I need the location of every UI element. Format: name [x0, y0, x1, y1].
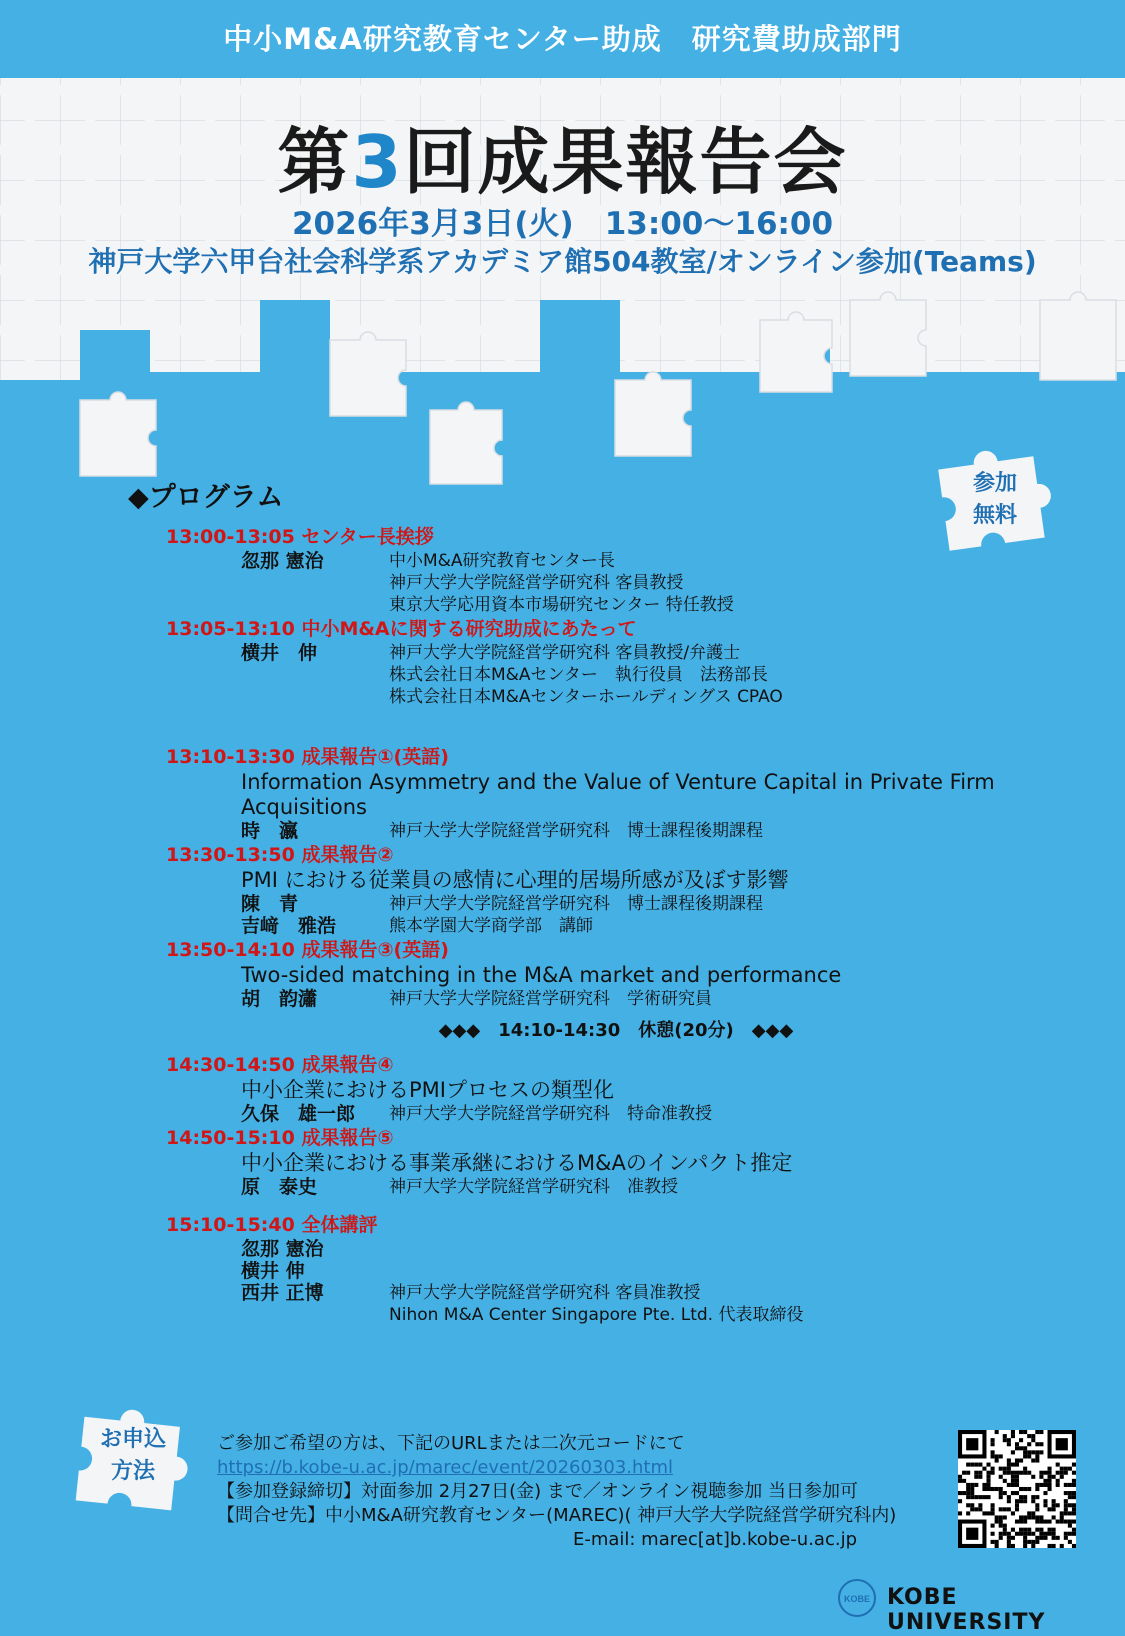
speaker-affiliation [389, 1238, 1066, 1260]
title-number: 3 [351, 120, 404, 204]
puzzle-piece [430, 402, 502, 484]
speaker-affiliation: 東京大学応用資本市場研究センター 特任教授 [389, 595, 734, 615]
speaker-name: 横井 伸 [241, 1260, 305, 1282]
puzzle-piece [330, 332, 406, 416]
apply-badge [88, 1424, 178, 1488]
program-slot-time: 13:50-14:10 成果報告③(英語) [166, 939, 449, 961]
presentation-title: Two-sided matching in the M&A market and performance [241, 963, 842, 987]
speaker-row [166, 988, 1066, 1010]
speaker-name: 胡 韵瀟 [241, 988, 318, 1010]
application-instruction: ご参加ご希望の方は、下記のURLまたは二次元コードにて [217, 1433, 685, 1454]
event-datetime: 2026年3月3日(火) 13:00～16:00 [291, 206, 834, 242]
apply-badge-line2: 方法 [110, 1459, 155, 1484]
speaker-row [166, 594, 1066, 616]
speaker-row [166, 1260, 1066, 1282]
speaker-row [166, 1304, 1066, 1326]
speaker-row [166, 893, 1066, 915]
program-list [166, 524, 1066, 1326]
speaker-affiliation: 神戸大学大学院経営学研究科 博士課程後期課程 [389, 821, 763, 841]
page-title [0, 104, 1125, 208]
application-info [217, 1432, 917, 1552]
apply-badge-line1: お申込 [99, 1427, 166, 1452]
title-suffix: 回成果報告会 [403, 120, 848, 204]
speaker-name: 忽那 憲治 [241, 1238, 324, 1260]
program-slot-time: 13:30-13:50 成果報告② [166, 844, 394, 866]
registration-link[interactable]: https://b.kobe-u.ac.jp/marec/event/20260303.html [217, 1457, 674, 1478]
speaker-affiliation: 神戸大学大学院経営学研究科 博士課程後期課程 [389, 894, 763, 914]
speaker-row [166, 1282, 1066, 1304]
university-name: KOBE UNIVERSITY [887, 1585, 1046, 1635]
qr-code[interactable] [958, 1430, 1076, 1548]
speaker-name: 陳 青 [241, 893, 299, 915]
speaker-affiliation: 株式会社日本M&Aセンター 執行役員 法務部長 [389, 665, 768, 685]
speaker-affiliation: 神戸大学大学院経営学研究科 客員教授/弁護士 [389, 643, 741, 663]
speaker-name [166, 1304, 389, 1326]
speaker-row [166, 1103, 1066, 1125]
speaker-row [166, 572, 1066, 594]
contact-info: 【問合せ先】中小M&A研究教育センター(MAREC)( 神戸大学大学院経営学研究科内) [217, 1505, 897, 1526]
program-slot-time: 14:30-14:50 成果報告④ [166, 1054, 394, 1076]
contact-email[interactable]: E-mail: marec[at]b.kobe-u.ac.jp [572, 1529, 857, 1550]
speaker-name: 西井 正博 [241, 1282, 324, 1304]
program-slot-time: 13:00-13:05 センター長挨拶 [166, 526, 434, 548]
speaker-name [166, 664, 389, 686]
speaker-affiliation: 神戸大学大学院経営学研究科 客員教授 [389, 573, 684, 593]
speaker-name: 時 瀛 [241, 820, 299, 842]
puzzle-piece [760, 312, 832, 392]
speaker-affiliation: 神戸大学大学院経営学研究科 特命准教授 [389, 1104, 712, 1124]
speaker-name: 久保 雄一郎 [241, 1103, 356, 1125]
speaker-row [166, 686, 1066, 708]
puzzle-piece [615, 372, 691, 456]
speaker-row [166, 642, 1066, 664]
speaker-name: 吉﨑 雅浩 [241, 915, 337, 937]
kobe-university-logo [835, 1576, 1105, 1635]
header-banner: 中小M&A研究教育センター助成 研究費助成部門 [223, 22, 902, 56]
speaker-affiliation: 神戸大学大学院経営学研究科 客員准教授 [389, 1283, 701, 1303]
presentation-title: 中小企業における事業承継におけるM&Aのインパクト推定 [241, 1151, 793, 1175]
speaker-name [166, 572, 389, 594]
speaker-name: 忽那 憲治 [241, 550, 324, 572]
free-badge-line2: 無料 [972, 503, 1017, 528]
speaker-name: 原 泰史 [241, 1176, 318, 1198]
break-notice: ◆◆◆ 14:10-14:30 休憩(20分) ◆◆◆ [438, 1020, 794, 1041]
presentation-title: PMI における従業員の感情に心理的居場所感が及ぼす影響 [241, 868, 789, 892]
registration-deadline: 【参加登録締切】対面参加 2月27日(金) まで／オンライン視聴参加 当日参加可 [217, 1481, 859, 1502]
speaker-name [166, 686, 389, 708]
program-slot-time: 14:50-15:10 成果報告⑤ [166, 1127, 394, 1149]
puzzle-piece [1040, 292, 1116, 380]
seal-text: KOBE [843, 1594, 871, 1604]
presentation-title: Information Asymmetry and the Value of Venture Capital in Private Firm Acquisitions [241, 770, 995, 819]
speaker-affiliation: 神戸大学大学院経営学研究科 准教授 [389, 1177, 678, 1197]
speaker-row [166, 915, 1066, 937]
speaker-row [166, 664, 1066, 686]
free-badge-line1: 参加 [972, 471, 1017, 496]
speaker-affiliation: 株式会社日本M&Aセンターホールディングス CPAO [389, 687, 783, 707]
speaker-name: 横井 伸 [241, 642, 318, 664]
speaker-name [166, 594, 389, 616]
speaker-affiliation: 熊本学園大学商学部 講師 [389, 916, 593, 936]
event-venue: 神戸大学六甲台社会科学系アカデミア館504教室/オンライン参加(Teams) [88, 245, 1037, 278]
university-seal-icon [835, 1576, 879, 1620]
puzzle-piece [850, 292, 926, 376]
speaker-affiliation: 中小M&A研究教育センター長 [389, 551, 615, 571]
program-heading: ◆プログラム [128, 482, 284, 513]
speaker-row [166, 1176, 1066, 1198]
program-slot-time: 13:05-13:10 中小M&Aに関する研究助成にあたって [166, 618, 637, 640]
presentation-title: 中小企業におけるPMIプロセスの類型化 [241, 1078, 614, 1102]
title-prefix: 第 [277, 120, 352, 204]
speaker-row [166, 550, 1066, 572]
speaker-row [166, 820, 1066, 842]
free-badge [955, 468, 1035, 532]
program-slot-time: 13:10-13:30 成果報告①(英語) [166, 746, 449, 768]
speaker-affiliation: Nihon M&A Center Singapore Pte. Ltd. 代表取締役 [389, 1305, 804, 1325]
program-slot-time: 15:10-15:40 全体講評 [166, 1214, 378, 1236]
puzzle-piece [80, 392, 156, 476]
speaker-affiliation: 神戸大学大学院経営学研究科 学術研究員 [389, 989, 712, 1009]
speaker-row [166, 1238, 1066, 1260]
speaker-affiliation [389, 1260, 1066, 1282]
